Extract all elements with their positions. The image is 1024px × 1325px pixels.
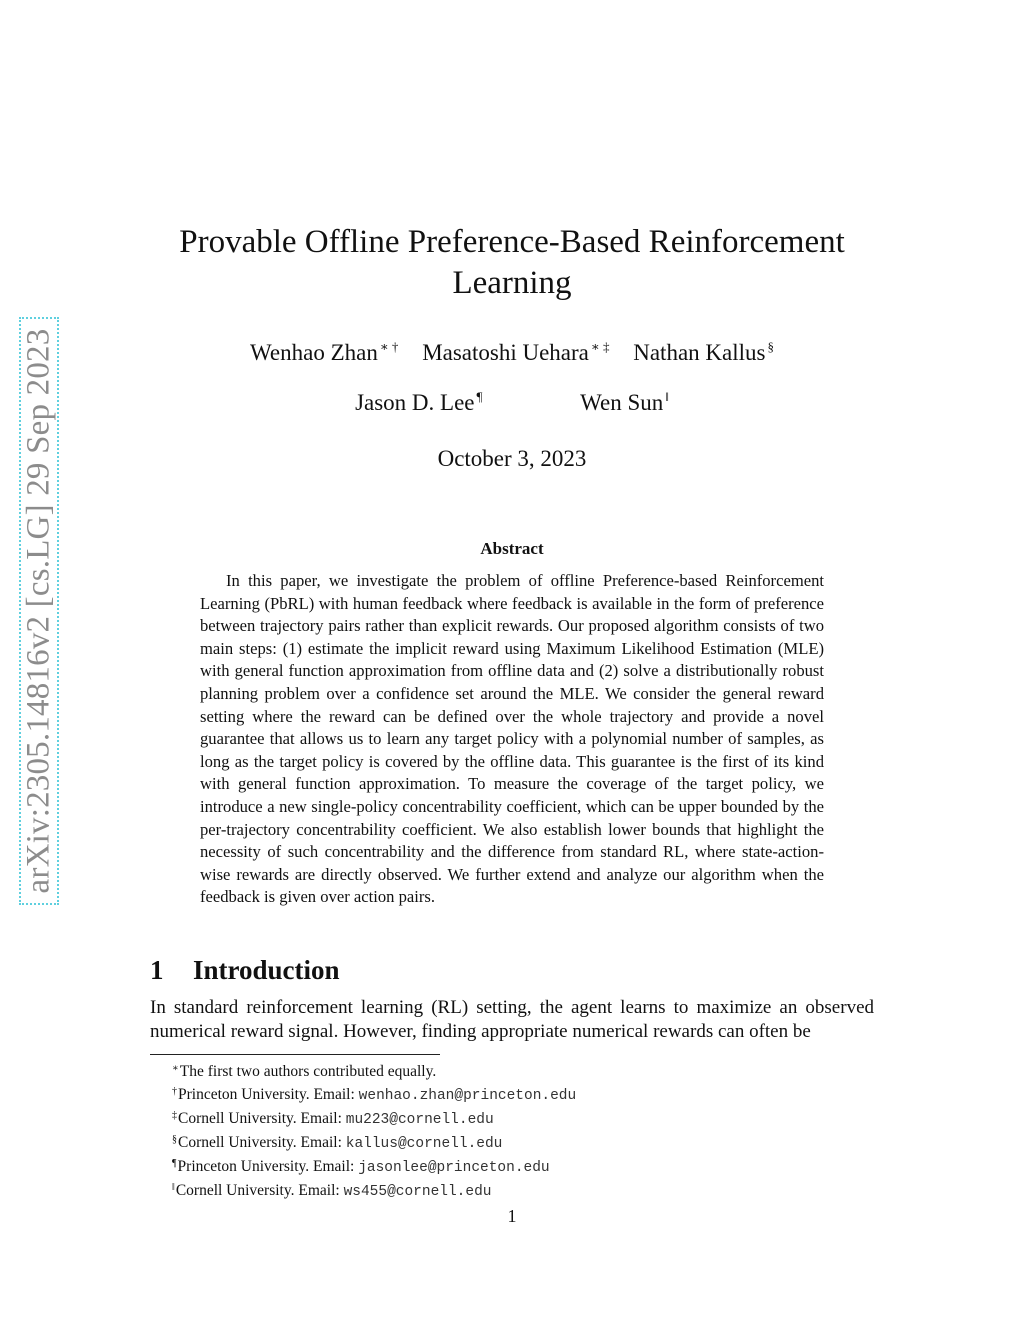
footnote-text: Princeton University. Email: [177,1158,359,1175]
author-nathan-kallus [633,333,774,367]
email-link[interactable]: kallus@cornell.edu [345,1136,503,1152]
affiliation-marks: ‖ [665,389,669,404]
section-title: Introduction [193,955,340,985]
publication-date: October 3, 2023 [437,446,587,471]
abstract-heading: Abstract [480,539,544,558]
paper-title: Provable Offline Preference-Based Reinforcement Learning [179,224,845,301]
footnote-affiliation [172,1178,576,1202]
author-name: Nathan Kallus [633,340,766,365]
footnote-divider [150,1054,440,1055]
introduction-paragraph: In standard reinforcement learning (RL) setting, the agent learns to maximize an observed numerical reward signal. However, finding appropriate numerical rewards can often be [150,997,874,1042]
author-list-row-1 [150,333,874,367]
section-heading-introduction [150,955,340,986]
arxiv-identifier: arXiv:2305.14816v2 [cs.LG] 29 Sep 2023 [20,328,57,894]
affiliation-marks: ¶ [476,389,483,404]
footnote-text: Cornell University. Email: [178,1110,346,1127]
footnote-mark: ∗ [172,1063,179,1074]
footnote-mark: ‖ [172,1182,175,1193]
author-wen-sun [580,383,669,417]
author-name: Masatoshi Uehara [422,340,589,365]
footnote-mark: ¶ [172,1158,177,1169]
affiliation-marks: ∗ † [379,339,399,354]
footnote-text: Princeton University. Email: [178,1086,359,1103]
email-link[interactable]: wenhao.zhan@princeton.edu [358,1088,577,1104]
footnote-affiliation [172,1106,576,1130]
abstract-body: In this paper, we investigate the problem of offline Preference-based Reinforcement Learning (PbRL) with human feedback where feedback is available in the form of preference between trajectory pairs rather than explicit rewards. Our proposed algorithm consists of two main steps: (1) estimate the implicit reward using Maximum Likelihood Estimation (MLE) with general function approximation from offline data and (2) solve a distributionally robust planning problem over a confidence set around the MLE. We consider the general reward setting where the reward can be defined over the whole trajectory and provide a novel guarantee that allows us to learn any target policy with a polynomial number of samples, as long as the target policy is covered by the offline data. This guarantee is the first of its kind with general function approximation. To measure the coverage of the target policy, we introduce a new single-policy concentrability coefficient, which can be upper bounded by the per-trajectory concentrability coefficient. We also establish lower bounds that highlight the necessity of such concentrability and the difference from standard RL, where state-action-wise rewards are directly observed. We further extend and analyze our algorithm when the feedback is given over action pairs. [200,571,824,907]
affiliation-marks: § [767,339,774,354]
footnote-mark: § [172,1134,177,1145]
footnote-text: The first two authors contributed equally. [179,1063,437,1080]
footnote-mark: † [172,1086,177,1097]
footnote-text: Cornell University. Email: [178,1134,346,1151]
footnote-affiliation [172,1082,576,1106]
affiliation-marks: ∗ ‡ [590,339,610,354]
author-name: Wenhao Zhan [250,340,378,365]
author-masatoshi-uehara [422,333,609,367]
author-name: Wen Sun [580,390,664,415]
email-link[interactable]: jasonlee@princeton.edu [358,1160,550,1176]
page-number: 1 [507,1206,517,1226]
footnote-text: Cornell University. Email: [175,1182,344,1199]
footnotes [172,1059,576,1202]
email-link[interactable]: mu223@cornell.edu [345,1112,494,1128]
author-jason-d-lee [355,383,482,417]
section-number: 1 [150,955,164,985]
footnote-mark: ‡ [172,1110,177,1121]
author-list-row-2 [150,383,874,417]
email-link[interactable]: ws455@cornell.edu [343,1184,492,1200]
footnote-affiliation [172,1154,576,1178]
author-wenhao-zhan [250,333,398,367]
author-name: Jason D. Lee [355,390,475,415]
arxiv-sidebar-stamp [19,317,59,905]
footnote-equal-contribution [172,1059,576,1082]
footnote-affiliation [172,1130,576,1154]
